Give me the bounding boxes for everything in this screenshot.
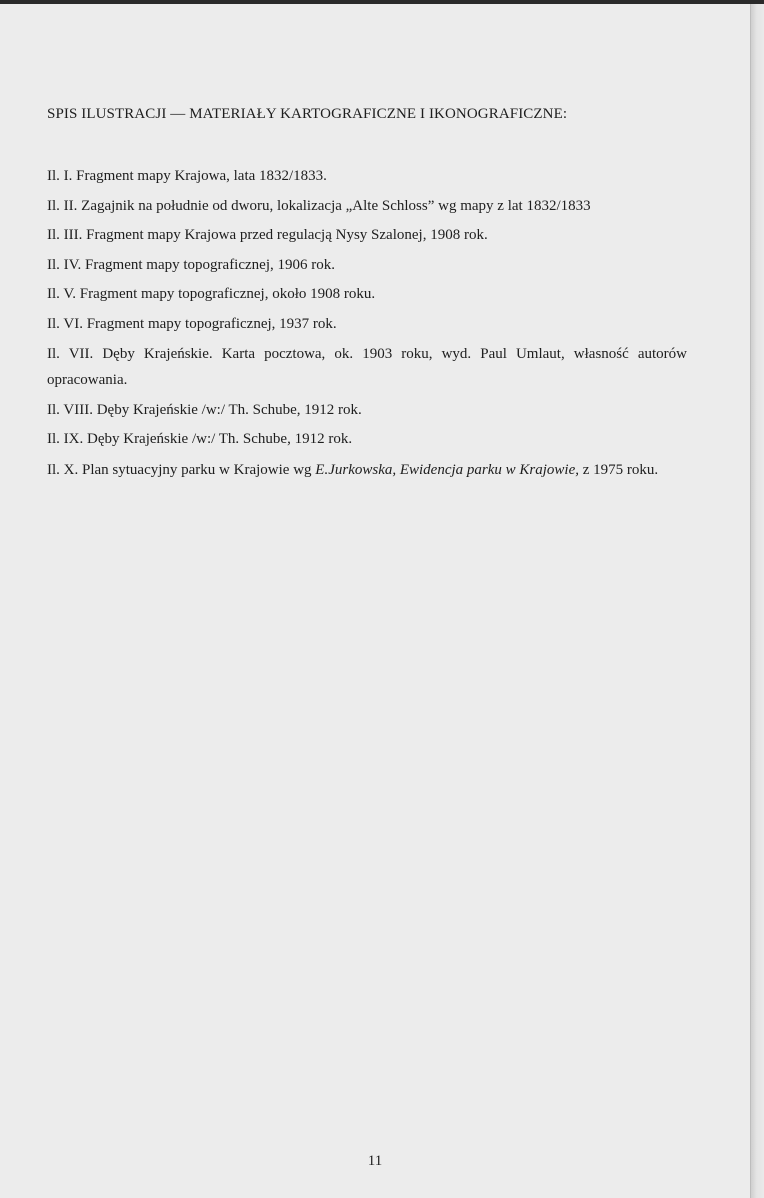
list-item: Il. II. Zagajnik na południe od dworu, lokalizacja „Alte Schloss” wg mapy z lat 1832/1833: [47, 197, 591, 214]
page-edge: [750, 4, 764, 1198]
item-text: Il. X. Plan sytuacyjny parku w Krajowie wg: [47, 461, 316, 478]
list-item: Il. VII. Dęby Krajeńskie. Karta pocztowa, ok. 1903 roku, wyd. Paul Umlaut, własność autorów opracowania.: [47, 346, 687, 388]
document-page: [0, 4, 750, 1198]
list-item: [47, 457, 687, 483]
list-item: Il. V. Fragment mapy topograficznej, około 1908 roku.: [47, 286, 376, 302]
list-item: Il. IX. Dęby Krajeńskie /w:/ Th. Schube, 1912 rok.: [47, 431, 353, 447]
list-item: Il. III. Fragment mapy Krajowa przed regulacją Nysy Szalonej, 1908 rok.: [47, 227, 488, 243]
list-item: Il. I. Fragment mapy Krajowa, lata 1832/1833.: [47, 168, 327, 184]
page-heading: SPIS ILUSTRACJI — MATERIAŁY KARTOGRAFICZNE I IKONOGRAFICZNE:: [47, 106, 568, 122]
page-number: 11: [367, 1153, 383, 1169]
item-citation: E.Jurkowska, Ewidencja parku w Krajowie,: [315, 461, 580, 478]
list-item: Il. IV. Fragment mapy topograficznej, 1906 rok.: [47, 256, 335, 273]
list-item: Il. VIII. Dęby Krajeńskie /w:/ Th. Schube, 1912 rok.: [47, 401, 362, 418]
list-item: Il. VI. Fragment mapy topograficznej, 1937 rok.: [47, 315, 337, 332]
illustration-list: [47, 164, 687, 487]
item-text: z 1975 roku.: [579, 461, 659, 478]
